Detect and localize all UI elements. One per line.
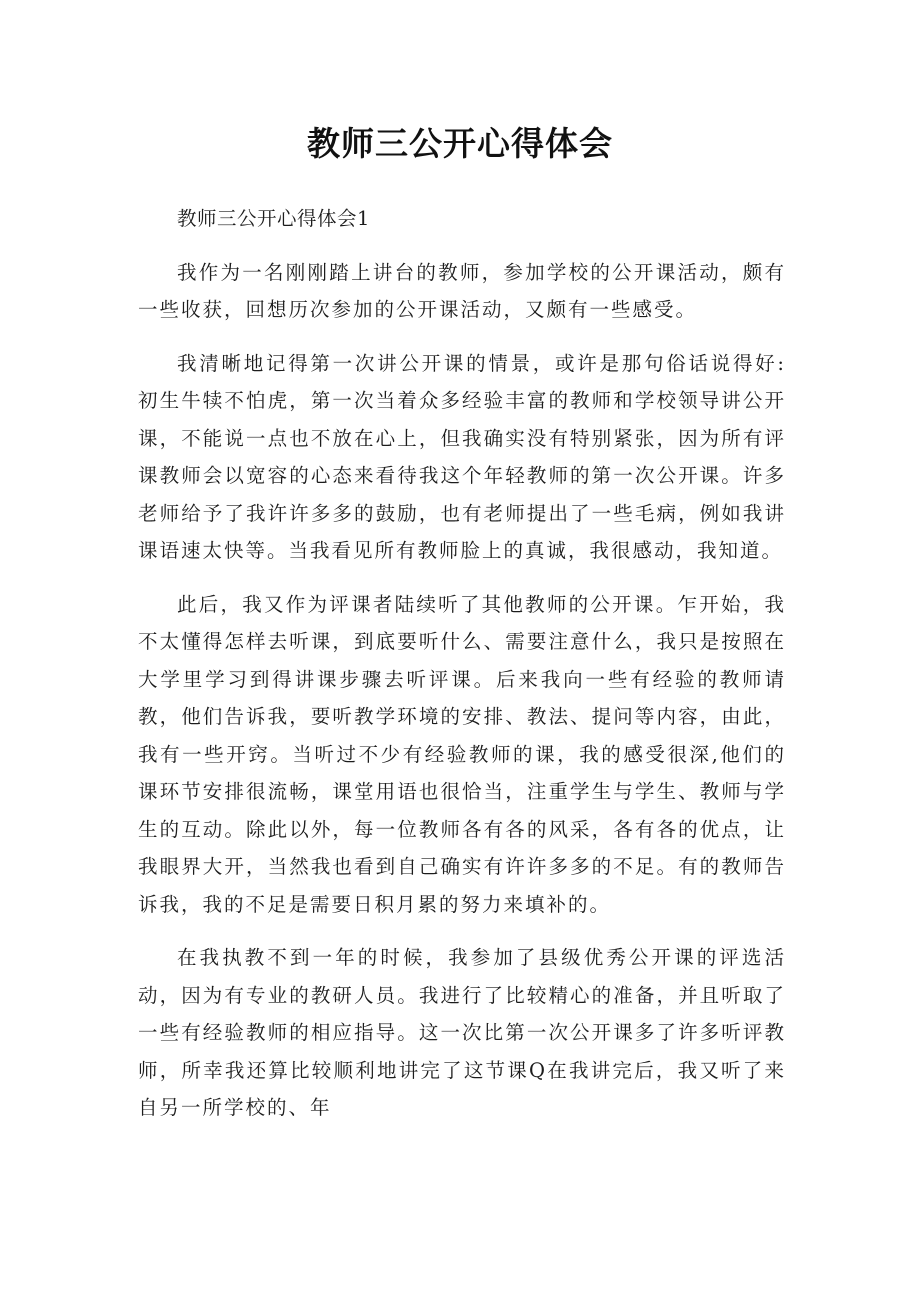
paragraph-3: 此后，我又作为评课者陆续听了其他教师的公开课。乍开始，我不太懂得怎样去听课，到底要听什么、需要注意什么，我只是按照在大学里学习到得讲课步骤去听评课。后来我向一些有经验的教师请教，他们告诉我，要听教学环境的安排、教法、提问等内容，由此，我有一些开窍。当听过不少有经验教师的课，我的感受很深,他们的课环节安排很流畅，课堂用语也很恰当，注重学生与学生、教师与学生的互动。除此以外，每一位教师各有各的风采，各有各的优点，让我眼界大开，当然我也看到自己确实有许许多多的不足。有的教师告诉我，我的不足是需要日积月累的努力来填补的。 (138, 592, 786, 916)
section-heading: 教师三公开心得体会1 (177, 207, 370, 230)
paragraph-1: 我作为一名刚刚踏上讲台的教师，参加学校的公开课活动，颇有一些收获，回想历次参加的公开课活动，又颇有一些感受。 (138, 260, 786, 321)
paragraph-4: 在我执教不到一年的时候，我参加了县级优秀公开课的评选活动，因为有专业的教研人员。我进行了比较精心的准备，并且听取了一些有经验教师的相应指导。这一次比第一次公开课多了许多听评教师，所幸我还算比较顺利地讲完了这节课Q在我讲完后，我又听了来自另一所学校的、年 (138, 946, 786, 1119)
paragraph-2: 我清晰地记得第一次讲公开课的情景，或许是那句俗话说得好:初生牛犊不怕虎，第一次当着众多经验丰富的教师和学校领导讲公开课，不能说一点也不放在心上，但我确实没有特别紧张，因为所有评课教师会以宽容的心态来看待我这个年轻教师的第一次公开课。许多老师给予了我许许多多的鼓励，也有老师提出了一些毛病，例如我讲课语速太快等。当我看见所有教师脸上的真诚，我很感动，我知道。 (138, 351, 786, 562)
document-body (138, 200, 786, 1143)
document-title: 教师三公开心得体会 (307, 124, 613, 163)
